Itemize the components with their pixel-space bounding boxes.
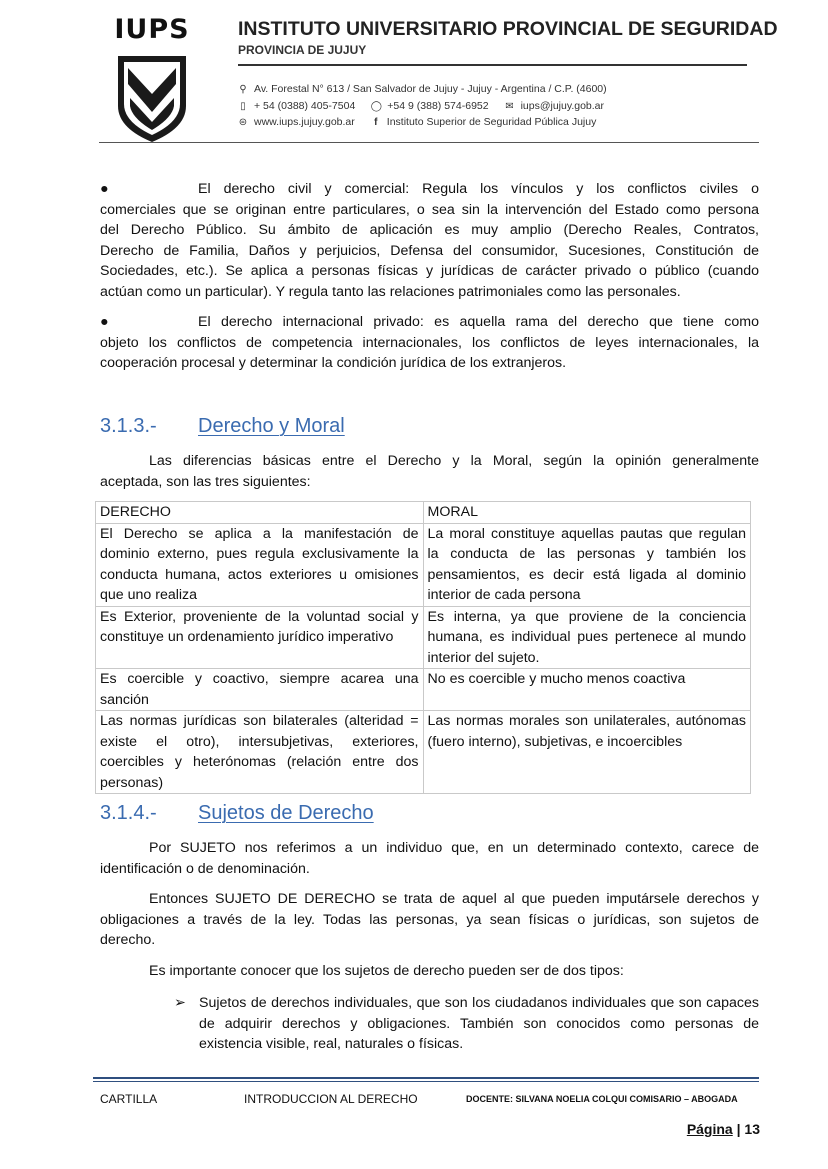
table-cell: La moral constituye aquellas pautas que regulan la conducta de las personas y también los pensamientos, es decir está ligada al dominio interior de cada persona [423, 523, 751, 606]
intro-paragraph [100, 451, 759, 492]
table-header-row [96, 502, 751, 524]
header-rule [238, 64, 747, 66]
section-title: Sujetos de Derecho [198, 802, 374, 824]
page-word: Página [686, 1121, 733, 1137]
page-separator: | [736, 1121, 741, 1137]
facebook-text: Instituto Superior de Seguridad Pública Jujuy [386, 116, 597, 128]
whatsapp-text: +54 9 (388) 574-6952 [387, 100, 489, 112]
section-heading-sujetos [100, 802, 374, 825]
sujeto-derecho-line: obligaciones a través de la ley. Todas las personas, ya sean físicas o jurídicas, son sujetos de [100, 911, 759, 928]
sujeto-line: Por SUJETO nos referimos a un individuo que, en un determinado contexto, carece de [149, 840, 759, 856]
table-cell: Es interna, ya que proviene de la conciencia humana, es individual pues pertenece al mundo interior del sujeto. [423, 606, 751, 669]
list-item [176, 993, 759, 1055]
iups-logo [112, 14, 192, 144]
section-number: 3.1.3.- [100, 415, 157, 437]
web-text: www.iups.jujuy.gob.ar [254, 116, 355, 128]
paragraph-tipos [100, 961, 759, 982]
sujeto-derecho-line: Entonces SUJETO DE DERECHO se trata de aquel al que pueden imputársele derechos y [149, 891, 759, 907]
location-icon: ⚲ [239, 83, 247, 95]
intro-line: Las diferencias básicas entre el Derecho y la Moral, según la opinión generalmente [149, 453, 759, 469]
institute-title: INSTITUTO UNIVERSITARIO PROVINCIAL DE SEGURIDAD [238, 18, 778, 40]
sujeto-derecho-line: derecho. [100, 932, 156, 948]
whatsapp-icon: ◯ [370, 100, 382, 112]
table-row [96, 523, 751, 606]
bullet1-line: comerciales que se originan entre particulares, o sea sin la intervención del Estado como persona [100, 201, 759, 218]
web-line [236, 116, 596, 128]
footer-center: INTRODUCCION AL DERECHO [244, 1092, 418, 1106]
page-number [687, 1121, 760, 1137]
paragraph-sujeto-de-derecho [100, 889, 759, 951]
footer-rule-thin [93, 1081, 759, 1082]
list-item-text: Sujetos de derechos individuales, que son los ciudadanos individuales que son capaces de adquirir derechos y obligaciones. También son conocidos como personas de existencia visible, real, naturales o físicas. [199, 995, 759, 1052]
phone-line [236, 100, 604, 112]
footer-right: DOCENTE: SILVANA NOELIA COLQUI COMISARIO – ABOGADA [466, 1094, 738, 1104]
bullet-symbol: ● [100, 181, 109, 197]
phone-icon: ▯ [240, 100, 246, 112]
bullet1-line: Derecho de Familia, Daños y perjuicios, Defensa del consumidor, Sucesiones, Constitución de [100, 242, 759, 259]
table-header: DERECHO [96, 502, 424, 524]
table-row [96, 606, 751, 669]
paragraph-sujeto [100, 838, 759, 879]
bullet1-first-line: El derecho civil y comercial: Regula los vínculos y los conflictos civiles o [198, 181, 759, 197]
phone-text: + 54 (0388) 405-7504 [254, 100, 356, 112]
bullet1-line: del Derecho Público. Su ámbito de aplicación es muy amplio (Derecho Reales, Contratos, [100, 222, 759, 238]
comparison-table [95, 501, 751, 794]
address-line [236, 83, 607, 95]
table-header: MORAL [423, 502, 751, 524]
table-row [96, 711, 751, 794]
bullet2-line: cooperación procesal y determinar la condición jurídica de los extranjeros. [100, 355, 567, 371]
bullet-symbol: ● [100, 314, 109, 330]
tipos-line: Es importante conocer que los sujetos de derecho pueden ser de dos tipos: [149, 963, 624, 979]
section-title: Derecho y Moral [198, 415, 345, 437]
page-header [100, 8, 778, 146]
institute-subtitle: PROVINCIA DE JUJUY [238, 43, 367, 57]
table-cell: El Derecho se aplica a la manifestación de dominio externo, pues regula exclusivamente la conducta humana, actos exteriores u omisiones que uno realiza [96, 523, 424, 606]
bullet2-first-line: El derecho internacional privado: es aquella rama del derecho que tiene como [198, 314, 759, 330]
sujeto-line: identificación o de denominación. [100, 860, 310, 877]
table-cell: No es coercible y mucho menos coactiva [423, 669, 751, 711]
email-text: iups@jujuy.gob.ar [520, 100, 605, 112]
facebook-icon: f [374, 116, 378, 128]
table-row [96, 669, 751, 711]
arrow-bullet-icon: ➢ [174, 995, 186, 1011]
table-cell: Es coercible y coactivo, siempre acarea una sanción [96, 669, 424, 711]
table-cell: Es Exterior, proveniente de la voluntad social y constituye un ordenamiento jurídico imperativo [96, 606, 424, 669]
intro-line: aceptada, son las tres siguientes: [100, 473, 311, 490]
footer-left: CARTILLA [100, 1092, 158, 1106]
web-icon: ⊜ [238, 116, 248, 128]
section-number: 3.1.4.- [100, 802, 157, 824]
bullet-internacional-privado [100, 312, 759, 374]
footer-rule [93, 1077, 759, 1079]
address-text: Av. Forestal N° 613 / San Salvador de Jujuy - Jujuy - Argentina / C.P. (4600) [254, 83, 607, 95]
section-heading-derecho-moral [100, 415, 345, 438]
logo-text: IUPS [114, 14, 190, 45]
shield-logo-icon [116, 54, 188, 144]
bullet-civil-comercial [100, 179, 759, 302]
table-cell: Las normas morales son unilaterales, autónomas (fuero interno), subjetivas, e incoercibles [423, 711, 751, 794]
page-number-value: 13 [744, 1121, 760, 1137]
bullet2-line: objeto los conflictos de competencia internacionales, los conflictos de leyes internacionales, la [100, 334, 759, 351]
bullet1-line: Sociedades, etc.). Se aplica a personas físicas y jurídicas de carácter privado o público (cuando [100, 263, 759, 279]
header-bottom-rule [99, 142, 759, 143]
table-cell: Las normas jurídicas son bilaterales (alteridad = existe el otro), intersubjetivas, exteriores, coercibles y heterónomas (relación entre dos personas) [96, 711, 424, 794]
bullet1-line: actúan como un particular). Y regula tanto las relaciones patrimoniales como las personales. [100, 283, 681, 300]
mail-icon: ✉ [505, 100, 514, 112]
